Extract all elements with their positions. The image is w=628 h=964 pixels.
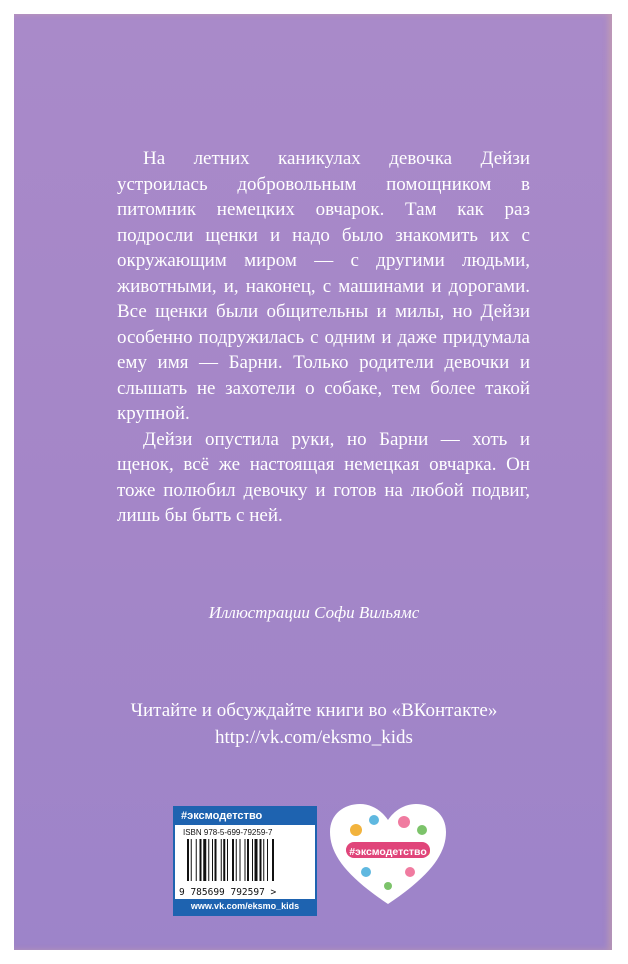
barcode-label [173,806,317,916]
social-promo [0,697,628,751]
promo-link[interactable]: http://vk.com/eksmo_kids [215,727,413,748]
illustrator-credit: Иллюстрации Софи Вильямс [208,603,420,622]
barcode-digits: 9 785699 792597 > [179,887,277,898]
promo-text: Читайте и обсуждайте книги во «ВКонтакте» [130,700,498,721]
blurb-paragraph-1: На летних каникулах девочка Дейзи устроилась добровольным помощником в питомник немецких овчарок. Там как раз подросли щенки и надо было знакомить их с окружающим миром — с другими людьми, животными, и, наконец, с машинами и дорогами. Все щенки были общительны и милы, но Дейзи особенно подружилась с одним и даже придумала ему имя — Барни. Только родители девочки и слышать не захотели о собаке, тем более такой крупной. [117,148,530,424]
barcode-header: #эксмодетство [175,808,315,825]
barcode-footer: www.vk.com/eksmo_kids [175,899,315,914]
blurb-paragraph-2: Дейзи опустила руки, но Барни — хоть и щенок, всё же настоящая немецкая овчарка. Он тоже полюбил девочку и готов на любой подвиг, лишь бы быть с ней. [117,428,530,526]
book-blurb [117,146,530,529]
isbn-text: ISBN 978-5-699-79259-7 [183,828,273,837]
barcode-icon [187,839,299,881]
heart-hashtag: #эксмодетство [349,846,427,858]
